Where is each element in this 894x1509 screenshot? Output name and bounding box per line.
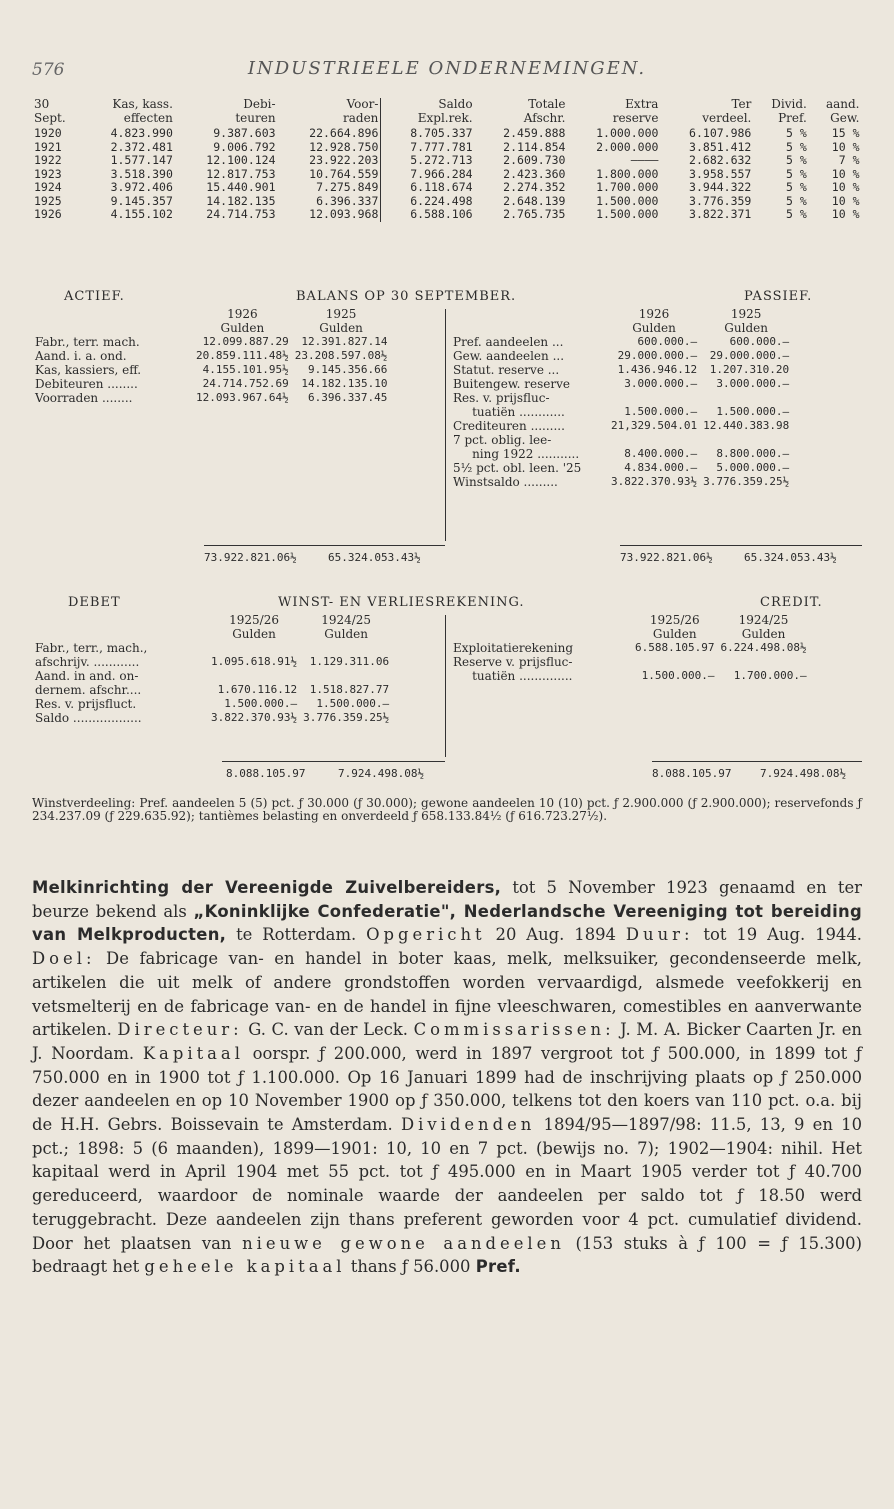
column-header: Sept. xyxy=(34,110,66,125)
table-cell: 5 % xyxy=(786,193,807,208)
table-cell: 3.972.406 xyxy=(110,180,173,194)
balance-right-total-a: 73.922.821.06½ xyxy=(620,551,713,564)
row-value: 6.396.337.45 xyxy=(307,391,388,404)
table-cell: 5 % xyxy=(786,166,807,181)
pref-label: Pref. xyxy=(475,1257,521,1277)
label-dividenden: Dividenden xyxy=(400,1115,536,1135)
table-cell: 1.577.147 xyxy=(110,153,173,167)
row-value: 1.436.946.12 xyxy=(617,363,698,376)
row-label: Res. v. prijsfluc- xyxy=(453,391,550,405)
row-label: dernem. afschr.... xyxy=(35,683,142,697)
entry-text: 1894/95—1897/98: 11.5, 13, 9 en 10 pct.; 1898: 5 (6 maanden), 1899—1901: 10, 10 en 7 pct. (bewijs no. 7); 1902—1904: nihil. Het kapitaal werd in April 1904 met 55 pct. tot ƒ 495.000 en in Maart 1905 verder tot ƒ 40.700 gereduceerd, waardoor de nominale waarde der aandeelen per saldo tot ƒ 18.50 werd teruggebracht. Deze aandeelen zijn thans preferent geworden voor 4 pct. cumulatief dividend. Door het plaatsen van xyxy=(32,1115,862,1253)
table-cell: 1.700.000 xyxy=(596,180,659,194)
pl-right-title: CREDIT. xyxy=(760,595,823,610)
table-cell: 15 % xyxy=(831,126,860,140)
table-cell: 1.500.000 xyxy=(596,193,659,208)
pl-right-rule xyxy=(652,761,862,762)
table-row xyxy=(450,433,792,447)
table-cell: 22.664.896 xyxy=(309,126,379,140)
row-value: 1.700.000.— xyxy=(733,669,807,682)
entry-text: 20 Aug. 1894 xyxy=(485,925,626,945)
table-row xyxy=(32,181,862,195)
table-row xyxy=(450,405,792,419)
spacer-cell xyxy=(32,307,193,321)
row-value: 14.182.135.10 xyxy=(301,377,388,390)
balance-titles xyxy=(32,289,862,307)
balance-right-total-b: 65.324.053.43½ xyxy=(744,551,837,564)
row-value: 3.776.359.25½ xyxy=(303,711,390,724)
table-row xyxy=(450,641,810,655)
entry-text: De fabricage van- en handel in boter kaas, melk, melksuiker, gecondenseerde melk, artikelen die uit melk of andere grondstoffen worden vervaardigd, alsmede veefokkerij en vetsmelterij en de fabricage van- en de handel in fijne vleeschwaren, comestibles en aanverwante artikelen. xyxy=(32,949,862,1040)
row-label: Fabr., terr., mach., xyxy=(35,641,148,655)
page xyxy=(32,50,862,222)
year-header-row xyxy=(450,613,810,627)
column-header: Saldo xyxy=(381,98,475,112)
currency-header-row xyxy=(450,321,792,335)
row-value: 1.500.000.— xyxy=(316,697,390,710)
row-value: 8.400.000.— xyxy=(624,447,698,460)
table-cell: 1925 xyxy=(34,193,62,208)
row-value xyxy=(300,641,392,655)
table-cell: 2.372.481 xyxy=(110,139,173,154)
row-label: tuatiën ............ xyxy=(453,405,565,419)
entry-text: J. M. A. Bicker Caarten Jr. en J. Noordam. xyxy=(32,1020,862,1063)
pl-divider xyxy=(445,615,446,757)
balance-center-title: BALANS OP 30 SEPTEMBER. xyxy=(296,289,517,304)
table-cell: 1.800.000 xyxy=(596,166,659,181)
table-cell: 1926 xyxy=(34,207,62,221)
table-cell: 1920 xyxy=(34,126,62,140)
balance-right-title: PASSIEF. xyxy=(744,289,813,304)
table-cell: 9.006.792 xyxy=(213,139,276,154)
row-label: Debiteuren ........ xyxy=(35,377,138,391)
entry-text: tot 19 Aug. 1944. xyxy=(693,925,862,945)
year-header: 1925/26 xyxy=(229,613,279,627)
currency-header-row xyxy=(450,627,810,641)
table-cell: 23.922.203 xyxy=(309,153,379,167)
table-cell: 6.107.986 xyxy=(689,126,752,140)
table-cell: 8.705.337 xyxy=(381,127,475,141)
balance-assets-table xyxy=(32,307,390,405)
table-cell: 4.155.102 xyxy=(110,207,173,221)
row-value xyxy=(208,669,300,683)
table-cell: 3.944.322 xyxy=(689,180,752,194)
spacer-cell xyxy=(450,613,632,627)
table-cell: 24.714.753 xyxy=(206,207,276,221)
company-entry xyxy=(32,876,862,1279)
column-header: Gew. xyxy=(830,110,860,125)
table-cell: 6.224.498 xyxy=(381,195,475,209)
balance-divider xyxy=(445,309,446,541)
row-value: 21,329.504.01 xyxy=(611,419,698,432)
year-header: 1924/25 xyxy=(321,613,372,627)
table-row xyxy=(32,141,862,155)
table-cell: 10.764.559 xyxy=(309,166,379,181)
spacer-cell xyxy=(450,321,608,335)
pl-section xyxy=(32,595,862,795)
row-label: Statut. reserve ... xyxy=(453,363,560,377)
row-value: 600.000.— xyxy=(729,335,790,348)
table-row xyxy=(32,154,862,168)
table-cell: 2.765.735 xyxy=(503,207,566,221)
entry-text: thans ƒ 56.000 xyxy=(345,1257,476,1277)
column-header: raden xyxy=(343,110,379,125)
table-cell: 2.682.632 xyxy=(689,153,752,167)
year-header: 1925/26 xyxy=(649,613,700,627)
pl-titles xyxy=(32,595,862,613)
table-cell: 3.822.371 xyxy=(689,207,752,221)
table-cell: 9.145.357 xyxy=(110,193,173,208)
table-cell: ———— xyxy=(630,153,659,167)
table-cell: 12.817.753 xyxy=(206,166,276,181)
row-value: 23.208.597.08½ xyxy=(294,349,388,362)
table-header-row xyxy=(32,98,862,112)
row-label: Aand. i. a. ond. xyxy=(35,349,127,363)
table-row xyxy=(32,377,390,391)
table-cell: 6.396.337 xyxy=(316,193,379,208)
currency-header: Gulden xyxy=(632,321,676,335)
table-cell: 1924 xyxy=(34,180,62,194)
column-header: Voor- xyxy=(346,97,379,111)
table-row xyxy=(32,655,392,669)
column-header: verdeel. xyxy=(702,110,752,125)
column-header: teuren xyxy=(235,110,276,125)
table-row xyxy=(32,711,392,725)
balance-section xyxy=(32,289,862,589)
table-cell: 7 % xyxy=(838,153,860,167)
row-label: Gew. aandeelen ... xyxy=(453,349,565,363)
row-value: 1.129.311.06 xyxy=(309,655,390,668)
table-cell: 10 % xyxy=(831,166,860,181)
row-label: Voorraden ........ xyxy=(35,391,133,405)
row-label: Buitengew. reserve xyxy=(453,377,571,391)
spacer-cell xyxy=(32,627,208,641)
year-header: 1924/25 xyxy=(738,613,789,627)
label-geheele-kapitaal: geheele kapitaal xyxy=(144,1257,346,1277)
row-value: 9.145.356.66 xyxy=(307,363,388,376)
row-value: 5.000.000.— xyxy=(716,461,790,474)
row-label: ning 1922 ........... xyxy=(453,447,580,461)
table-cell: 1921 xyxy=(34,139,62,154)
table-cell: 7.777.781 xyxy=(381,141,475,155)
row-label: Winstsaldo ......... xyxy=(453,475,558,489)
table-cell: 9.387.603 xyxy=(213,126,276,140)
currency-header-row xyxy=(32,321,390,335)
table-cell: 2.459.888 xyxy=(503,126,566,140)
year-header: 1925 xyxy=(325,307,357,321)
row-value xyxy=(608,391,700,405)
table-row xyxy=(450,655,810,669)
pl-left-title: DEBET xyxy=(68,595,121,610)
column-header: aand. xyxy=(825,97,860,111)
pl-right-total-a: 8.088.105.97 xyxy=(652,767,732,780)
row-value: 29.000.000.— xyxy=(617,349,698,362)
table-cell: 10 % xyxy=(831,207,860,221)
table-row xyxy=(32,195,862,209)
page-number: 576 xyxy=(32,60,65,80)
table-row xyxy=(450,349,792,363)
balance-left-total-a: 73.922.821.06½ xyxy=(204,551,297,564)
table-cell: 1922 xyxy=(34,153,62,167)
year-header: 1926 xyxy=(638,307,670,321)
table-cell: 6.588.106 xyxy=(381,208,475,222)
row-value xyxy=(700,391,792,405)
currency-header: Gulden xyxy=(324,627,368,641)
column-header: Pref. xyxy=(778,110,807,125)
column-header: Extra xyxy=(625,97,659,111)
row-value: 3.822.370.93½ xyxy=(611,475,698,488)
row-value: 29.000.000.— xyxy=(709,349,790,362)
row-value: 1.207.310.20 xyxy=(709,363,790,376)
balance-left-title: ACTIEF. xyxy=(64,289,125,304)
column-header: Debi- xyxy=(243,97,276,111)
currency-header: Gulden xyxy=(319,321,363,335)
row-label: 7 pct. oblig. lee- xyxy=(453,433,552,447)
row-value: 12.093.967.64½ xyxy=(196,391,289,404)
row-value xyxy=(608,433,700,447)
year-header: 1925 xyxy=(730,307,762,321)
row-label: Crediteuren ......... xyxy=(453,419,565,433)
row-value: 4.834.000.— xyxy=(624,461,698,474)
row-value: 1.500.000.— xyxy=(641,669,715,682)
table-cell: 2.000.000 xyxy=(596,139,659,154)
pl-debet-table xyxy=(32,613,392,725)
row-label: Reserve v. prijsfluc- xyxy=(453,655,573,669)
column-header: Expl.rek. xyxy=(381,112,475,128)
table-cell: 1.500.000 xyxy=(596,207,659,221)
currency-header: Gulden xyxy=(741,627,786,641)
currency-header: Gulden xyxy=(220,321,265,335)
balance-right-rule xyxy=(620,545,862,546)
table-cell: 2.114.854 xyxy=(503,139,566,154)
company-former-name: „Koninklijke Confederatie", Nederlandsche Vereeniging tot bereiding van Melkproducten, xyxy=(32,901,862,945)
row-value: 4.155.101.95½ xyxy=(202,363,289,376)
table-cell: 12.093.968 xyxy=(309,207,379,221)
pl-right-total-b: 7.924.498.08½ xyxy=(760,767,847,780)
column-header: 30 xyxy=(34,97,50,111)
balance-liabilities-table xyxy=(450,307,792,489)
table-row xyxy=(450,419,792,433)
label-duur: Duur: xyxy=(625,925,694,945)
table-row xyxy=(450,363,792,377)
row-label: Kas, kassiers, eff. xyxy=(35,363,142,377)
column-header: Afschr. xyxy=(523,110,566,125)
table-cell: 6.118.674 xyxy=(381,181,475,195)
table-cell: 1923 xyxy=(34,166,62,181)
column-header: effecten xyxy=(123,110,173,125)
row-label: afschrijv. ............ xyxy=(35,655,140,669)
table-cell: 2.423.360 xyxy=(503,166,566,181)
row-label: 5½ pct. obl. leen. '25 xyxy=(453,461,582,475)
row-value: 1.500.000.— xyxy=(224,697,298,710)
column-header: Kas, kass. xyxy=(112,97,173,111)
five-year-table xyxy=(32,98,862,222)
table-cell: 10 % xyxy=(831,139,860,154)
label-commissarissen: Commissarissen: xyxy=(413,1020,615,1040)
entry-text: G. C. van der Leck. xyxy=(242,1020,414,1040)
spacer-cell xyxy=(32,613,208,627)
table-row xyxy=(450,669,810,683)
label-nieuwe-aandeelen: nieuwe gewone aandeelen xyxy=(242,1233,565,1253)
running-title: INDUSTRIEELE ONDERNEMINGEN. xyxy=(247,58,647,79)
table-row xyxy=(450,335,792,349)
pl-left-total-b: 7.924.498.08½ xyxy=(338,767,425,780)
row-value: 1.500.000.— xyxy=(624,405,698,418)
table-row xyxy=(32,641,392,655)
entry-text: tot 5 November 1923 genaamd en ter beurze bekend als xyxy=(32,878,862,921)
row-value: 1.518.827.77 xyxy=(309,683,390,696)
table-row xyxy=(32,697,392,711)
spacer-cell xyxy=(450,307,608,321)
table-cell: 12.928.750 xyxy=(309,139,379,154)
row-label: Aand. in and. on- xyxy=(35,669,139,683)
balance-left-total-b: 65.324.053.43½ xyxy=(328,551,421,564)
currency-header-row xyxy=(32,627,392,641)
table-row xyxy=(450,391,792,405)
table-row xyxy=(32,391,390,405)
year-header-row xyxy=(32,613,392,627)
column-header: Totale xyxy=(528,97,566,111)
row-value xyxy=(700,433,792,447)
table-row xyxy=(32,168,862,182)
table-cell: 7.275.849 xyxy=(316,180,379,194)
table-cell: 3.518.390 xyxy=(110,166,173,181)
table-cell: 5 % xyxy=(786,207,807,221)
row-value: 20.859.111.48½ xyxy=(196,349,289,362)
year-header: 1926 xyxy=(227,307,258,321)
table-row xyxy=(32,127,862,141)
table-row xyxy=(32,349,390,363)
table-cell: 5 % xyxy=(786,153,807,167)
column-header: Divid. xyxy=(771,97,807,111)
table-row xyxy=(450,461,792,475)
label-opgericht: Opgericht xyxy=(366,925,486,945)
pl-credit-table xyxy=(450,613,810,683)
table-cell: 10 % xyxy=(831,180,860,194)
entry-text: (153 stuks à ƒ 100 = ƒ 15.300) bedraagt het xyxy=(32,1233,862,1277)
row-value: 12.440.383.98 xyxy=(703,419,790,432)
table-cell: 5.272.713 xyxy=(381,154,475,168)
row-value: 12.391.827.14 xyxy=(301,335,388,348)
table-cell: 2.274.352 xyxy=(503,180,566,194)
spacer-cell xyxy=(32,321,193,335)
table-cell: 3.776.359 xyxy=(689,193,752,208)
table-cell: 7.966.284 xyxy=(381,168,475,182)
table-cell: 4.823.990 xyxy=(110,126,173,140)
company-name: Melkinrichting der Vereenigde Zuivelbereiders, xyxy=(32,878,502,897)
row-value: 3.000.000.— xyxy=(624,377,698,390)
entry-text: te Rotterdam. xyxy=(226,925,367,945)
table-cell: 10 % xyxy=(831,193,860,208)
row-label: tuatiën .............. xyxy=(453,669,573,683)
row-value: 24.714.752.69 xyxy=(202,377,289,390)
table-row xyxy=(32,208,862,222)
table-row xyxy=(32,363,390,377)
balance-left-rule xyxy=(204,545,445,546)
year-header-row xyxy=(32,307,390,321)
row-value: 1.670.116.12 xyxy=(217,683,298,696)
table-header-row xyxy=(32,112,862,128)
currency-header: Gulden xyxy=(724,321,768,335)
row-value: 600.000.— xyxy=(637,335,698,348)
row-value: 6.588.105.97 xyxy=(635,641,715,654)
pl-center-title: WINST- EN VERLIESREKENING. xyxy=(278,595,525,610)
row-value: 3.776.359.25½ xyxy=(703,475,790,488)
row-value xyxy=(632,655,717,669)
pl-left-total-a: 8.088.105.97 xyxy=(226,767,306,780)
row-value: 8.800.000.— xyxy=(716,447,790,460)
table-cell: 15.440.901 xyxy=(206,180,276,194)
table-cell: 5 % xyxy=(786,139,807,154)
row-value: 1.095.618.91½ xyxy=(211,655,298,668)
row-value xyxy=(300,669,392,683)
entry-text: oorspr. ƒ 200.000, werd in 1897 vergroot tot ƒ 500.000, in 1899 tot ƒ 750.000 en in 1900 tot ƒ 1.100.000. Op 16 Januari 1899 had de inschrijving plaats op ƒ 250.000 dezer aandeelen en op 10 November 1900 op ƒ 350.000, telkens tot den koers van 110 pct. o.a. bij de H.H. Gebrs. Boissevain te Amsterdam. xyxy=(32,1043,863,1135)
table-cell: 5 % xyxy=(786,180,807,194)
table-cell: 3.851.412 xyxy=(689,139,752,154)
table-row xyxy=(450,377,792,391)
table-cell: 2.648.139 xyxy=(503,193,566,208)
column-header: reserve xyxy=(612,110,659,125)
currency-header: Gulden xyxy=(652,627,697,641)
running-header xyxy=(32,50,862,90)
row-label: Res. v. prijsfluct. xyxy=(35,697,137,711)
table-row xyxy=(450,447,792,461)
table-cell: 12.100.124 xyxy=(206,153,276,167)
row-label: Exploitatierekening xyxy=(453,641,574,655)
table-row xyxy=(450,475,792,489)
row-label: Saldo .................. xyxy=(35,711,142,725)
row-value: 3.000.000.— xyxy=(716,377,790,390)
profit-distribution: Winstverdeeling: Pref. aandeelen 5 (5) pct. ƒ 30.000 (ƒ 30.000); gewone aandeelen 10 (10) pct. ƒ 2.900.000 (ƒ 2.900.000); reservefonds ƒ 234.237.09 (ƒ 229.635.92); tantièmes belasting en onverdeeld ƒ 658.133.84½ (ƒ 616.723.27½). xyxy=(32,796,862,823)
pl-left-rule xyxy=(222,761,445,762)
label-directeur: Directeur: xyxy=(117,1020,243,1040)
row-label: Fabr., terr. mach. xyxy=(35,335,140,349)
table-row xyxy=(32,683,392,697)
label-doel: Doel: xyxy=(32,949,96,969)
row-value xyxy=(717,655,809,669)
row-value: 6.224.498.08½ xyxy=(720,641,807,654)
row-value: 1.500.000.— xyxy=(716,405,790,418)
table-row xyxy=(32,335,390,349)
table-row xyxy=(32,669,392,683)
table-cell: 1.000.000 xyxy=(596,126,659,140)
row-value: 12.099.887.29 xyxy=(202,335,289,348)
label-kapitaal: Kapitaal xyxy=(142,1043,244,1063)
year-header-row xyxy=(450,307,792,321)
row-value xyxy=(208,641,300,655)
currency-header: Gulden xyxy=(232,627,276,641)
table-cell: 3.958.557 xyxy=(689,166,752,181)
spacer-cell xyxy=(450,627,632,641)
table-cell: 14.182.135 xyxy=(206,193,276,208)
row-value: 3.822.370.93½ xyxy=(211,711,298,724)
column-header: Ter xyxy=(731,97,752,111)
table-cell: 2.609.730 xyxy=(503,153,566,167)
table-cell: 5 % xyxy=(786,126,807,140)
row-label: Pref. aandeelen ... xyxy=(453,335,564,349)
